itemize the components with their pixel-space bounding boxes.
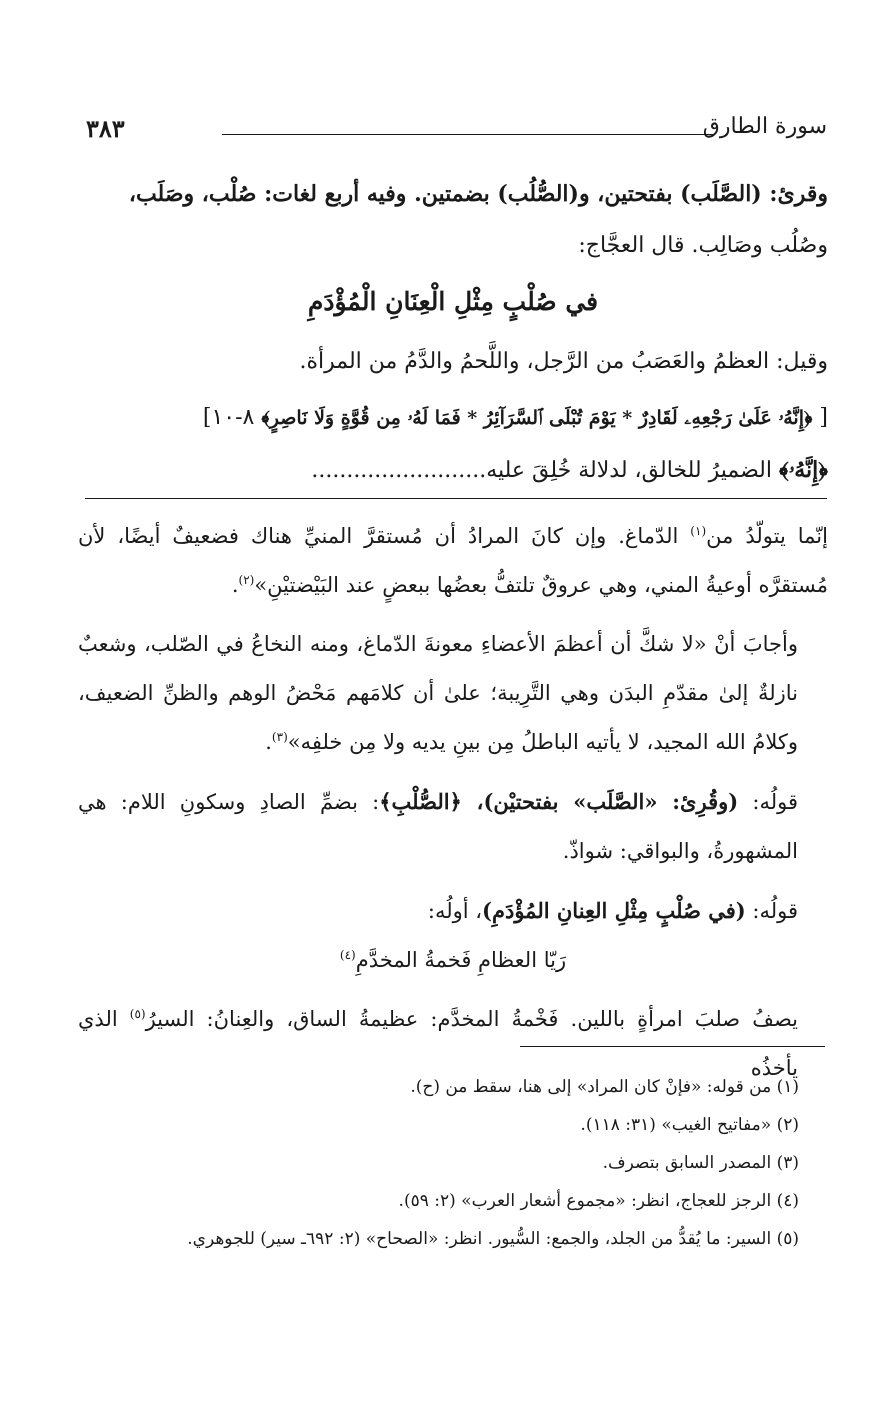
- text-span: إنّما يتولّدُ من: [706, 524, 828, 548]
- footnote: (٣) المصدر السابق بتصرف.: [602, 1153, 799, 1173]
- text-span: ، أولُه:: [427, 899, 483, 923]
- footnote: (٤) الرجز للعجاج، انظر: «مجموع أشعار العرب» (٢: ٥٩).: [398, 1191, 799, 1211]
- commentary-text: [78, 512, 828, 1093]
- text-span: يصفُ صلبَ امرأةٍ باللين. فَخْمةُ المخدَّم: عظيمةُ الساق، والعِنانُ: السيرُ: [145, 1007, 798, 1031]
- text-span: قولُه:: [738, 790, 799, 814]
- footnote-rule: [520, 1046, 825, 1047]
- tafsir-line: [78, 444, 828, 497]
- tafsir-text: الضميرُ للخالق، لدلالة خُلِقَ عليه.........................: [311, 458, 772, 483]
- text-span: : بضمِّ الصادِ وسكونِ اللام: هي المشهورةُ، والبواقي: شواذّ.: [78, 790, 798, 863]
- footnote: (١) من قوله: «فإنْ كان المراد» إلى هنا، سقط من (ح).: [410, 1077, 799, 1097]
- section-divider: [85, 498, 827, 499]
- text-span: .: [265, 730, 272, 754]
- text-span: رَيّا العظامِ فَخمةُ المخدَّمِ: [355, 948, 567, 972]
- footnote-ref[interactable]: (٢): [238, 573, 255, 587]
- quoted-phrase: (وقُرِئ: «الصَّلَب» بفتحتيْن)، ﴿الصُّلْبِ﴾: [379, 789, 739, 814]
- surah-name: سورة الطارق: [702, 114, 827, 139]
- running-header: [82, 108, 827, 148]
- footnote-ref[interactable]: (٤): [339, 948, 356, 962]
- footnote-ref[interactable]: (٥): [129, 1007, 146, 1021]
- paragraph: [78, 886, 828, 936]
- footnote: (٢) «مفاتيح الغيب» (٣١: ١١٨).: [580, 1115, 799, 1135]
- text-span: قولُه:: [745, 899, 798, 923]
- poetry-verse: [78, 936, 828, 985]
- text-span: الدّماغ. وإن كانَ المرادُ أن مُستقرَّ المنيِّ هناك فضعيفٌ أيضًا، لأن مُستقرَّه أوعيةُ المني، وهي عروقٌ تلتفُّ بعضُها ببعضٍ عند البَيْضتيْنِ»: [78, 524, 828, 597]
- paragraph: [78, 620, 828, 767]
- page-number: ٣٨٣: [86, 114, 125, 143]
- footnote-ref[interactable]: (١): [690, 524, 707, 538]
- footnotes: [78, 1068, 823, 1258]
- text-line: وقرئ: (الصَّلَب) بفتحتين، و(الصُّلُب) بضمتين. وفيه أربع لغات: صُلْب، وصَلَب،: [128, 181, 828, 207]
- text-line: وقيل: العظمُ والعَصَبُ من الرَّجل، واللَّحمُ والدَّمُ من المرأة.: [299, 349, 828, 374]
- quran-verse-line: [78, 392, 828, 444]
- text-span: وأجابَ أنْ «لا شكَّ أن أعظمَ الأعضاءِ معونةَ الدّماغ، ومنه النخاعُ في الصّلب، وشعبٌ نازلةٌ إلىٰ مقدّمِ البدَن وهي التَّرِيبة؛ علىٰ أن كلامَهم مَحْضُ الوهم والظنِّ الضعيف، وكلامُ الله المجيد، لا يأتيه الباطلُ مِن بينِ يديه ولا مِن خلفِه»: [78, 632, 798, 754]
- text-span: .: [231, 573, 239, 597]
- paragraph: [78, 777, 828, 876]
- quran-ayah: ﴿إِنَّهُۥ عَلَىٰ رَجْعِهِۦ لَقَادِرٌ * يَوْمَ تُبْلَى ٱلسَّرَآئِرُ * فَمَا لَهُۥ مِن قُوَّةٍ وَلَا نَاصِرٍ﴾: [261, 407, 813, 429]
- main-tafsir-text: [78, 168, 828, 497]
- poetry-verse: في صُلْبٍ مِثْلِ الْعِنَانِ الْمُؤْدَمِ: [307, 287, 599, 316]
- footnote: (٥) السير: ما يُقدُّ من الجلد، والجمع: السُّيور. انظر: «الصحاح» (٢: ٦٩٢ـ سير) للجوهري.: [187, 1229, 799, 1249]
- footnote-ref[interactable]: (٣): [271, 730, 288, 744]
- quran-word: ﴿إِنَّهُۥ﴾: [778, 457, 828, 483]
- text-span: الذي يأخذُه: [78, 1007, 798, 1080]
- bracket-open: [: [819, 405, 828, 430]
- ayah-reference: ٨-١٠]: [202, 405, 255, 430]
- header-rule: [222, 134, 715, 135]
- paragraph: [78, 512, 828, 610]
- text-line: وصُلُب وصَالِب. قال العجَّاج:: [578, 233, 828, 258]
- quoted-phrase: (في صُلْبٍ مِثْلِ العِنانِ المُؤْدَمِ): [482, 898, 746, 923]
